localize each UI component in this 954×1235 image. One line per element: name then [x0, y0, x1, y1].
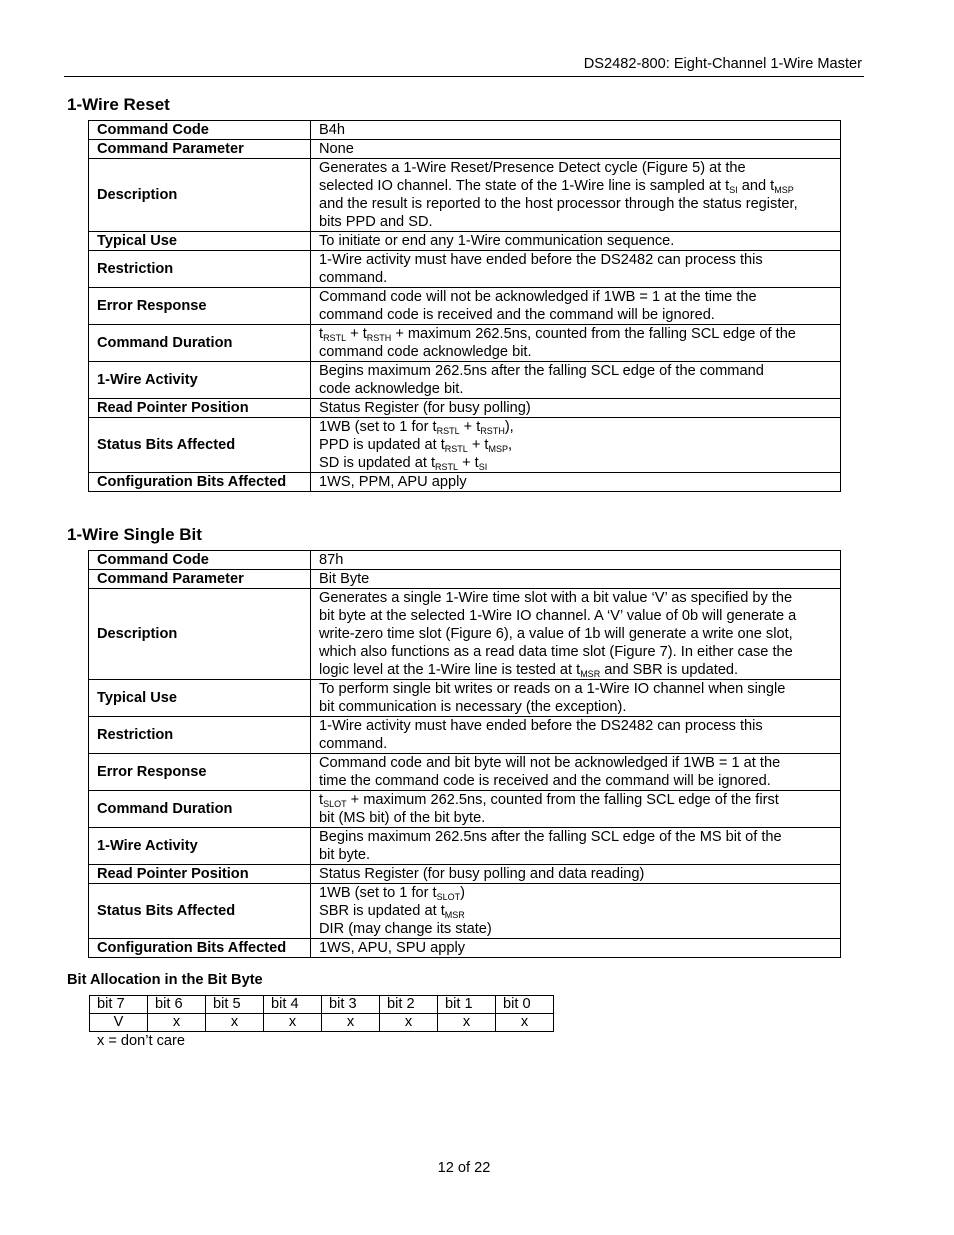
row-label: Read Pointer Position — [89, 399, 311, 418]
table-row — [89, 754, 841, 791]
text-line: code acknowledge bit. — [319, 381, 464, 397]
dont-care-note: x = don’t care — [97, 1033, 186, 1049]
text-run: , — [507, 437, 513, 453]
text-line — [319, 902, 832, 920]
row-label: Error Response — [89, 754, 311, 791]
text-line: Generates a 1-Wire Reset/Presence Detect cycle (Figure 5) at the — [319, 160, 746, 176]
text-run: 1WB (set to 1 for t — [319, 419, 437, 435]
page-number: 12 of 22 — [437, 1160, 491, 1176]
table-row — [89, 551, 841, 570]
row-value — [311, 680, 841, 717]
text-line: bit byte at the selected 1-Wire IO channel. A ‘V’ value of 0b will generate a — [319, 608, 797, 624]
row-label: Command Duration — [89, 325, 311, 362]
row-value: To initiate or end any 1-Wire communication sequence. — [311, 232, 841, 251]
single-bit-command-table — [88, 550, 841, 958]
bit-allocation-title: Bit Allocation in the Bit Byte — [67, 972, 263, 988]
text-run: and t — [737, 178, 775, 194]
row-label: Restriction — [89, 251, 311, 288]
row-value: None — [311, 140, 841, 159]
table-row — [89, 159, 841, 232]
row-value: Bit Byte — [311, 570, 841, 589]
bit-header: bit 0 — [496, 996, 554, 1014]
bit-value: x — [322, 1014, 380, 1032]
row-value — [311, 791, 841, 828]
text-run: SBR is updated at t — [319, 903, 445, 919]
section-title-single-bit: 1-Wire Single Bit — [67, 525, 202, 544]
subscript: RSTH — [480, 426, 505, 436]
bit-header: bit 7 — [90, 996, 148, 1014]
text-line: and the result is reported to the host processor through the status register, — [319, 196, 798, 212]
text-run: logic level at the 1-Wire line is tested at t — [319, 662, 581, 678]
subscript: RSTH — [366, 333, 392, 343]
text-run: + t — [459, 419, 481, 435]
row-value — [311, 325, 841, 362]
bit-header: bit 6 — [148, 996, 206, 1014]
subscript: RSTL — [323, 333, 347, 343]
subscript: MSR — [580, 669, 601, 679]
bit-value: x — [380, 1014, 438, 1032]
table-row — [89, 570, 841, 589]
reset-command-table — [88, 120, 841, 492]
subscript: MSP — [488, 444, 508, 454]
row-label: Status Bits Affected — [89, 418, 311, 473]
bit-header: bit 5 — [206, 996, 264, 1014]
row-label: Command Code — [89, 121, 311, 140]
subscript: RSTL — [436, 426, 460, 436]
text-run: 1WB (set to 1 for t — [319, 885, 437, 901]
document-header: DS2482-800: Eight-Channel 1-Wire Master — [583, 56, 862, 72]
text-line — [319, 436, 832, 454]
table-row — [89, 939, 841, 958]
table-row — [89, 140, 841, 159]
text-run: ), — [504, 419, 514, 435]
text-line: bits PPD and SD. — [319, 214, 433, 230]
row-value — [311, 418, 841, 473]
table-row — [90, 1014, 554, 1032]
text-line — [319, 884, 832, 902]
text-line: command. — [319, 736, 388, 752]
text-line: bit (MS bit) of the bit byte. — [319, 810, 486, 826]
text-line — [319, 791, 832, 809]
text-line — [319, 418, 832, 436]
text-line: which also functions as a read data time slot (Figure 7). In either case the — [319, 644, 793, 660]
text-line: Command code will not be acknowledged if 1WB = 1 at the time the — [319, 289, 757, 305]
subscript: RSTL — [435, 462, 459, 472]
bit-value: x — [496, 1014, 554, 1032]
row-value — [311, 589, 841, 680]
table-row — [89, 325, 841, 362]
text-line — [319, 325, 832, 343]
text-run: PPD is updated at t — [319, 437, 445, 453]
text-line: 1-Wire activity must have ended before the DS2482 can process this — [319, 252, 763, 268]
table-row — [89, 473, 841, 492]
row-label: Command Duration — [89, 791, 311, 828]
row-value: 1WS, PPM, APU apply — [311, 473, 841, 492]
row-value: 87h — [311, 551, 841, 570]
text-line — [319, 177, 832, 195]
table-row — [89, 362, 841, 399]
text-line: command. — [319, 270, 388, 286]
subscript: MSP — [774, 185, 794, 195]
row-value — [311, 362, 841, 399]
bit-header: bit 4 — [264, 996, 322, 1014]
table-row — [89, 251, 841, 288]
text-run: selected IO channel. The state of the 1-Wire line is sampled at t — [319, 178, 730, 194]
bit-value: x — [206, 1014, 264, 1032]
row-label: Restriction — [89, 717, 311, 754]
subscript: SI — [478, 462, 488, 472]
header-rule — [64, 76, 864, 77]
text-line: Begins maximum 262.5ns after the falling SCL edge of the MS bit of the — [319, 829, 782, 845]
table-row — [89, 418, 841, 473]
text-line: write-zero time slot (Figure 6), a value of 1b will generate a write one slot, — [319, 626, 793, 642]
text-run: and SBR is updated. — [600, 662, 739, 678]
text-line: bit byte. — [319, 847, 371, 863]
table-row — [89, 884, 841, 939]
text-line: bit communication is necessary (the exception). — [319, 699, 627, 715]
row-value — [311, 251, 841, 288]
subscript: SLOT — [436, 892, 461, 902]
row-label: Configuration Bits Affected — [89, 939, 311, 958]
row-label: Read Pointer Position — [89, 865, 311, 884]
row-value — [311, 288, 841, 325]
row-label: 1-Wire Activity — [89, 362, 311, 399]
text-run: t — [319, 792, 324, 808]
row-value: 1WS, APU, SPU apply — [311, 939, 841, 958]
bit-header: bit 2 — [380, 996, 438, 1014]
text-run: t — [319, 326, 324, 342]
row-label: Command Parameter — [89, 140, 311, 159]
text-line: Generates a single 1-Wire time slot with a bit value ‘V’ as specified by the — [319, 590, 793, 606]
table-row — [89, 121, 841, 140]
row-value — [311, 828, 841, 865]
text-run: + maximum 262.5ns, counted from the falling SCL edge of the — [391, 326, 796, 342]
text-line: To perform single bit writes or reads on a 1-Wire IO channel when single — [319, 681, 786, 697]
table-row — [89, 232, 841, 251]
text-run: + t — [458, 455, 479, 471]
row-value: B4h — [311, 121, 841, 140]
row-label: 1-Wire Activity — [89, 828, 311, 865]
row-label: Error Response — [89, 288, 311, 325]
bit-value: x — [438, 1014, 496, 1032]
table-row — [89, 680, 841, 717]
subscript: MSR — [444, 910, 465, 920]
text-run: SD is updated at t — [319, 455, 436, 471]
text-run: + t — [467, 437, 489, 453]
bit-value: V — [90, 1014, 148, 1032]
bit-value: x — [148, 1014, 206, 1032]
text-line: 1-Wire activity must have ended before the DS2482 can process this — [319, 718, 763, 734]
text-line — [319, 454, 832, 472]
text-line: time the command code is received and the command will be ignored. — [319, 773, 771, 789]
row-value — [311, 717, 841, 754]
row-value — [311, 884, 841, 939]
row-value — [311, 159, 841, 232]
row-value: Status Register (for busy polling) — [311, 399, 841, 418]
text-line: command code acknowledge bit. — [319, 344, 532, 360]
row-value — [311, 754, 841, 791]
table-row — [89, 865, 841, 884]
text-line — [319, 661, 832, 679]
row-label: Typical Use — [89, 680, 311, 717]
row-label: Command Parameter — [89, 570, 311, 589]
text-line: command code is received and the command will be ignored. — [319, 307, 715, 323]
subscript: SI — [729, 185, 738, 195]
text-run: ) — [460, 885, 465, 901]
text-line: Begins maximum 262.5ns after the falling SCL edge of the command — [319, 363, 764, 379]
text-line: Command code and bit byte will not be acknowledged if 1WB = 1 at the — [319, 755, 781, 771]
bit-allocation-table — [89, 995, 554, 1032]
row-label: Status Bits Affected — [89, 884, 311, 939]
row-label: Configuration Bits Affected — [89, 473, 311, 492]
table-row — [89, 828, 841, 865]
section-title-reset: 1-Wire Reset — [67, 95, 170, 114]
text-run: + maximum 262.5ns, counted from the falling SCL edge of the first — [346, 792, 779, 808]
bit-value: x — [264, 1014, 322, 1032]
row-label: Command Code — [89, 551, 311, 570]
table-row — [89, 791, 841, 828]
table-row — [89, 288, 841, 325]
table-row — [89, 717, 841, 754]
bit-header: bit 1 — [438, 996, 496, 1014]
subscript: RSTL — [444, 444, 468, 454]
row-label: Description — [89, 159, 311, 232]
table-row — [90, 996, 554, 1014]
subscript: SLOT — [323, 799, 347, 809]
bit-header: bit 3 — [322, 996, 380, 1014]
table-row — [89, 399, 841, 418]
row-label: Typical Use — [89, 232, 311, 251]
text-line: DIR (may change its state) — [319, 921, 492, 937]
row-label: Description — [89, 589, 311, 680]
text-run: + t — [346, 326, 367, 342]
table-row — [89, 589, 841, 680]
row-value: Status Register (for busy polling and data reading) — [311, 865, 841, 884]
